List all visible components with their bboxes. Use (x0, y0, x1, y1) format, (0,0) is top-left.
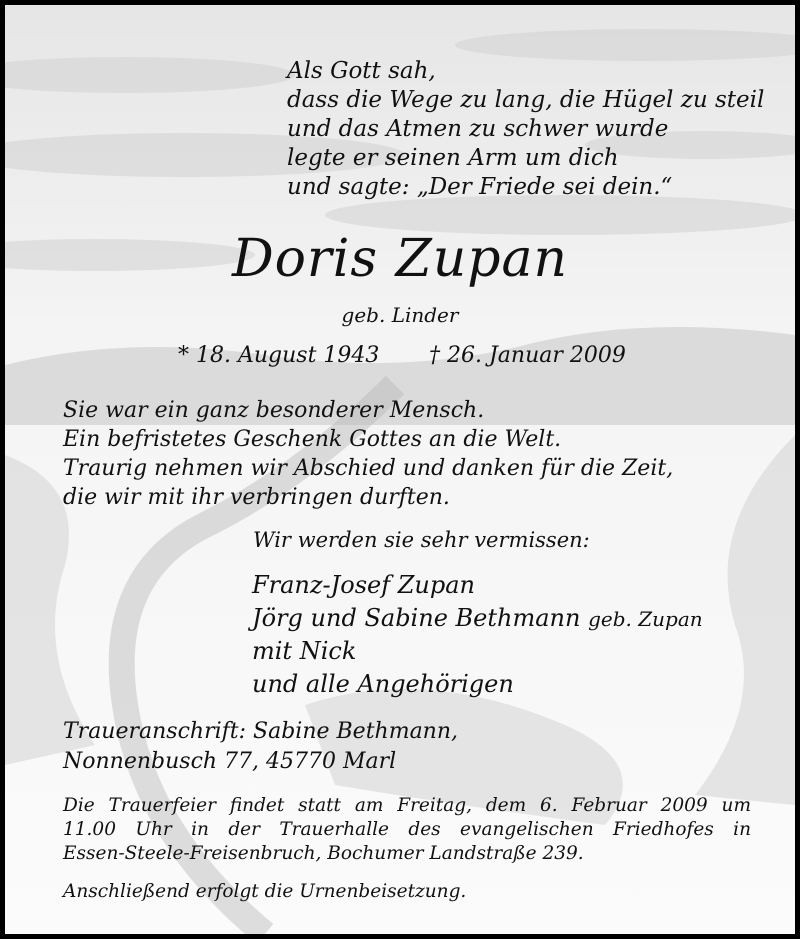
mourner-line (252, 602, 703, 636)
closing-note: Anschließend erfolgt die Urnenbeisetzung. (63, 881, 467, 902)
poem-line: und sagte: „Der Friede sei dein.“ (287, 174, 673, 200)
deceased-name: Doris Zupan (231, 229, 569, 289)
birth-date: * 18. August 1943 (178, 343, 380, 368)
mourner-line: Franz-Josef Zupan (252, 571, 476, 599)
tribute-line: Sie war ein ganz besonderer Mensch. (63, 398, 485, 423)
poem-line: legte er seinen Arm um dich (287, 145, 619, 171)
poem-line: und das Atmen zu schwer wurde (287, 116, 669, 142)
tribute-line: Ein befristetes Geschenk Gottes an die Welt. (63, 427, 562, 452)
service-line: Essen-Steele-Freisenbruch, Bochumer Landstraße 239. (63, 843, 584, 864)
service-line: Die Trauerfeier findet statt am Freitag, dem 6. Februar 2009 um (63, 795, 751, 816)
poem-line: Als Gott sah, (287, 58, 436, 84)
death-date: † 26. Januar 2009 (429, 343, 626, 368)
tribute-line: Traurig nehmen wir Abschied und danken für die Zeit, (63, 456, 674, 481)
mourner-line: und alle Angehörigen (252, 670, 514, 698)
mourner-name: Jörg und Sabine Bethmann (252, 604, 581, 632)
mourner-maiden-note: geb. Zupan (588, 607, 703, 631)
mourner-line: mit Nick (252, 637, 357, 665)
poem-line: dass die Wege zu lang, die Hügel zu steil (287, 87, 765, 113)
maiden-name: geb. Linder (341, 303, 459, 327)
address-line: Traueranschrift: Sabine Bethmann, (63, 719, 459, 744)
service-line: 11.00 Uhr in der Trauerhalle des evangelischen Friedhofes in (63, 819, 751, 840)
address-line: Nonnenbusch 77, 45770 Marl (63, 749, 397, 774)
mourners-intro: Wir werden sie sehr vermissen: (253, 528, 590, 552)
tribute-line: die wir mit ihr verbringen durften. (63, 485, 450, 510)
